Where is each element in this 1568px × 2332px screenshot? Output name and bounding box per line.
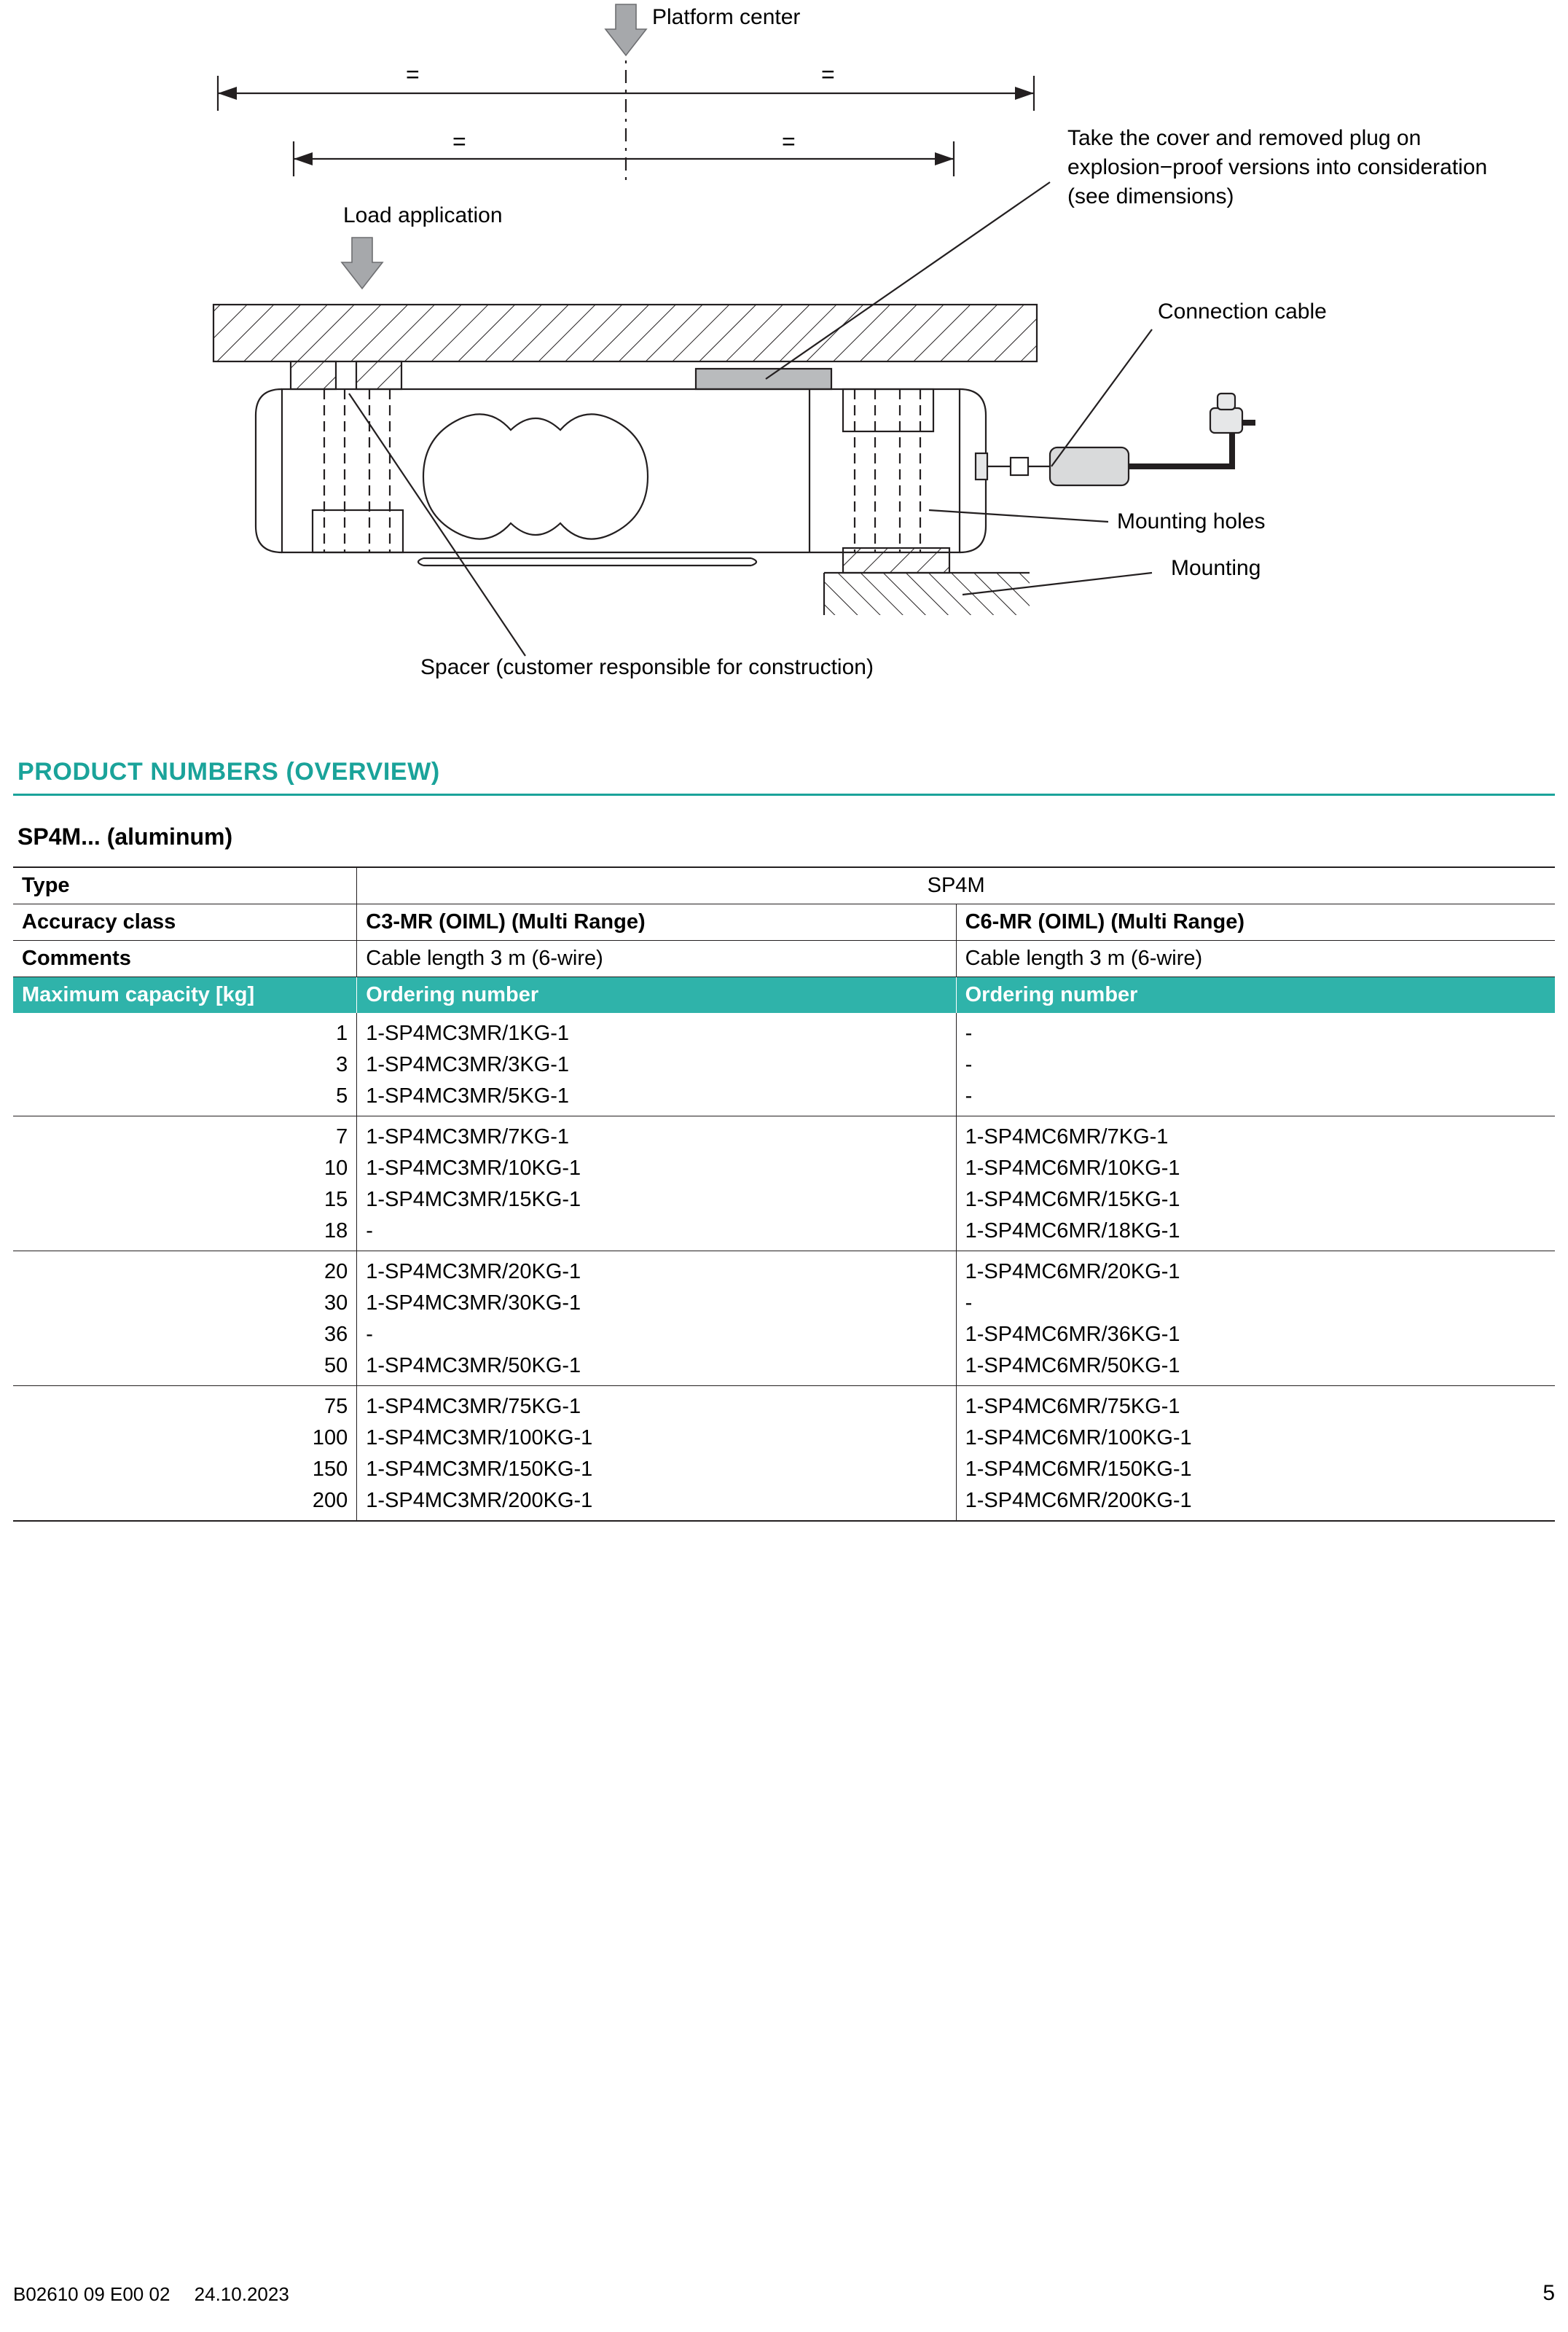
cell-capacity: 100 (13, 1423, 357, 1454)
label-load-application: Load application (343, 203, 503, 227)
cell-capacity: 3 (13, 1049, 357, 1081)
cell-ordering-c3mr: 1-SP4MC3MR/3KG-1 (357, 1049, 956, 1081)
cell-ordering-c3mr: 1-SP4MC3MR/100KG-1 (357, 1423, 956, 1454)
cell-ordering-c6mr: 1-SP4MC6MR/20KG-1 (965, 1260, 1180, 1283)
label-equal-3: = (452, 128, 466, 154)
cell-ordering-c6mr: 1-SP4MC6MR/50KG-1 (956, 1350, 1555, 1386)
label-platform-center: Platform center (652, 5, 801, 29)
table-row (13, 1386, 1555, 1423)
col-header-ordering-1: Ordering number (357, 977, 956, 1014)
cell-ordering-c3mr: 1-SP4MC3MR/5KG-1 (357, 1081, 956, 1116)
cell-capacity: 50 (13, 1350, 357, 1386)
table-row (13, 1081, 1555, 1116)
table-row (13, 1153, 1555, 1184)
label-equal-4: = (782, 128, 796, 154)
table-row-accuracy-class (13, 904, 1555, 941)
table-row (13, 1049, 1555, 1081)
cell-capacity: 75 (13, 1386, 357, 1423)
footer-page-number: 5 (1542, 2281, 1555, 2305)
label-connection-cable: Connection cable (1158, 300, 1327, 324)
cell-ordering-c3mr: 1-SP4MC3MR/20KG-1 (357, 1251, 956, 1288)
footer-left (13, 2283, 308, 2306)
col-header-ordering-2: Ordering number (956, 977, 1555, 1014)
table-row (13, 1485, 1555, 1521)
table-subtitle: SP4M... (aluminum) (17, 823, 233, 850)
cell-capacity: 200 (13, 1485, 357, 1521)
cell-ordering-c6mr: 1-SP4MC6MR/10KG-1 (965, 1157, 1180, 1180)
cell-ordering-c6mr: 1-SP4MC6MR/200KG-1 (956, 1485, 1555, 1521)
footer-date: 24.10.2023 (194, 2283, 289, 2305)
cell-ordering-c3mr: 1-SP4MC3MR/30KG-1 (357, 1288, 956, 1319)
cell-capacity: 15 (13, 1184, 357, 1216)
table-row (13, 1423, 1555, 1454)
cell-ordering-c6mr: 1-SP4MC6MR/36KG-1 (965, 1323, 1180, 1346)
cell-ordering-c6mr: 1-SP4MC6MR/150KG-1 (965, 1458, 1192, 1481)
row-label-accuracy-class: Accuracy class (13, 904, 357, 941)
cell-ordering-c6mr: - (965, 1291, 973, 1315)
cell-ordering-c6mr: - (965, 1053, 973, 1076)
cell-ordering-c3mr: - (357, 1216, 956, 1251)
cell-ordering-c6mr: 1-SP4MC6MR/7KG-1 (965, 1125, 1169, 1149)
cell-accuracy-c3mr: C3-MR (OIML) (Multi Range) (357, 904, 956, 941)
table-row (13, 1216, 1555, 1251)
cell-ordering-c3mr: 1-SP4MC3MR/7KG-1 (357, 1116, 956, 1154)
cell-capacity: 10 (13, 1153, 357, 1184)
cell-ordering-c6mr: 1-SP4MC6MR/100KG-1 (965, 1426, 1192, 1449)
table-row (13, 1184, 1555, 1216)
cell-type-value: SP4M (357, 867, 1555, 904)
table-row (13, 1251, 1555, 1288)
cell-capacity: 7 (13, 1116, 357, 1154)
cell-ordering-c6mr: - (965, 1022, 973, 1045)
page-footer (13, 2281, 1555, 2306)
label-mounting: Mounting (1171, 556, 1261, 580)
cell-ordering-c6mr: - (956, 1081, 1555, 1116)
label-explosion-proof-note: Take the cover and removed plug on explosion−proof versions into consideration (see dimensions) (1067, 126, 1488, 208)
cell-ordering-c3mr: 1-SP4MC3MR/1KG-1 (357, 1013, 956, 1049)
section-title: PRODUCT NUMBERS (OVERVIEW) (17, 758, 440, 786)
cell-ordering-c6mr: 1-SP4MC6MR/18KG-1 (956, 1216, 1555, 1251)
cell-capacity: 18 (13, 1216, 357, 1251)
cell-ordering-c6mr: 1-SP4MC6MR/75KG-1 (965, 1395, 1180, 1418)
table-row (13, 1013, 1555, 1049)
col-header-capacity: Maximum capacity [kg] (13, 977, 357, 1014)
table-row (13, 1350, 1555, 1386)
table-row (13, 1319, 1555, 1350)
label-spacer: Spacer (customer responsible for construction) (420, 655, 874, 679)
product-numbers-table (13, 866, 1555, 1522)
cell-ordering-c3mr: - (357, 1319, 956, 1350)
load-cell-mounting-diagram (15, 0, 1553, 714)
cell-ordering-c3mr: 1-SP4MC3MR/15KG-1 (357, 1184, 956, 1216)
cell-capacity: 150 (13, 1454, 357, 1485)
cell-accuracy-c6mr: C6-MR (OIML) (Multi Range) (956, 904, 1555, 941)
cell-capacity: 20 (13, 1251, 357, 1288)
row-label-type: Type (13, 867, 357, 904)
cell-capacity: 5 (13, 1081, 357, 1116)
cell-capacity: 30 (13, 1288, 357, 1319)
table-row (13, 1288, 1555, 1319)
cell-ordering-c3mr: 1-SP4MC3MR/150KG-1 (357, 1454, 956, 1485)
table-row-comments (13, 941, 1555, 977)
table-column-headers (13, 977, 1555, 1014)
table-row (13, 1454, 1555, 1485)
cell-ordering-c3mr: 1-SP4MC3MR/75KG-1 (357, 1386, 956, 1423)
cell-comments-c3mr: Cable length 3 m (6-wire) (357, 941, 956, 977)
cell-ordering-c3mr: 1-SP4MC3MR/200KG-1 (357, 1485, 956, 1521)
diagram-svg (15, 0, 1553, 714)
cell-ordering-c6mr: 1-SP4MC6MR/15KG-1 (965, 1188, 1180, 1211)
cell-comments-c6mr: Cable length 3 m (6-wire) (956, 941, 1555, 977)
cell-ordering-c3mr: 1-SP4MC3MR/10KG-1 (357, 1153, 956, 1184)
section-divider (13, 794, 1555, 796)
table-row-type (13, 867, 1555, 904)
label-equal-1: = (406, 61, 420, 87)
footer-doc-id: B02610 09 E00 02 (13, 2283, 170, 2305)
cell-capacity: 1 (13, 1013, 357, 1049)
label-equal-2: = (821, 61, 835, 87)
row-label-comments: Comments (13, 941, 357, 977)
cell-ordering-c3mr: 1-SP4MC3MR/50KG-1 (357, 1350, 956, 1386)
cell-capacity: 36 (13, 1319, 357, 1350)
label-mounting-holes: Mounting holes (1117, 509, 1266, 533)
table-row (13, 1116, 1555, 1154)
